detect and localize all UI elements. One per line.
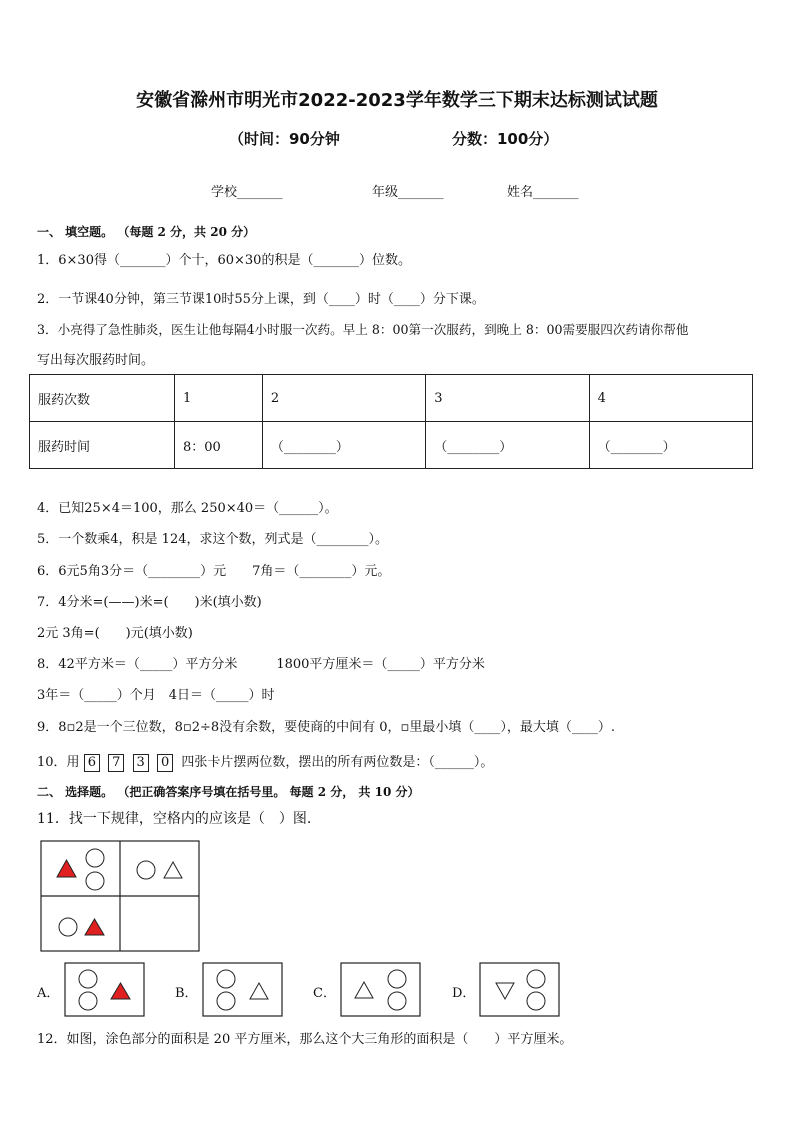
option-a-figure[interactable] (64, 962, 146, 1018)
circle-icon (86, 849, 104, 867)
question-12: 12．如图，涂色部分的面积是 20 平方厘米，那么这个大三角形的面积是（ ）平方厘米。 (37, 1032, 573, 1047)
option-c-figure[interactable] (340, 962, 422, 1018)
full-score: 分数：100分） (452, 130, 559, 148)
question-2: 2．一节课40分钟，第三节课10时55分上课，到（____）时（____）分下课。 (37, 292, 485, 307)
table-cell: 4 (589, 375, 752, 422)
table-cell: 3 (426, 375, 589, 422)
circle-icon (527, 992, 545, 1010)
question-8-line1: 8．42平方米＝（_____）平方分米 1800平方厘米＝（_____）平方分米 (37, 657, 485, 672)
table-cell: （________） (589, 422, 752, 469)
question-10-suffix: 四张卡片摆两位数，摆出的所有两位数是：（______）。 (181, 755, 494, 770)
red-triangle-icon (111, 983, 130, 999)
option-c-label[interactable]: C． (313, 986, 336, 1001)
circle-icon (79, 970, 97, 988)
option-border (480, 963, 559, 1016)
table-cell: 服药次数 (30, 375, 175, 422)
triangle-icon (250, 983, 268, 999)
option-border (203, 963, 282, 1016)
question-3-line2: 写出每次服药时间。 (37, 353, 155, 368)
circle-icon (137, 861, 155, 879)
time-limit: （时间：90分钟 (229, 130, 340, 148)
circle-icon (388, 992, 406, 1010)
circle-icon (86, 872, 104, 890)
question-3-line1: 3．小亮得了急性肺炎，医生让他每隔4小时服一次药。早上 8：00第一次服药，到晚上 8：00需要服四次药请你帮他 (37, 322, 689, 337)
option-b-figure[interactable] (202, 962, 284, 1018)
option-border (65, 963, 144, 1016)
circle-icon (388, 970, 406, 988)
red-triangle-icon (85, 919, 104, 935)
option-d-label[interactable]: D． (452, 986, 476, 1001)
section-fill-blank-title: 一、 填空题。 （每题 2 分，共 20 分） (37, 225, 256, 239)
question-7-line2: 2元 3角=( )元(填小数) (37, 626, 193, 641)
option-b-label[interactable]: B． (175, 986, 198, 1001)
option-border (341, 963, 420, 1016)
table-cell: 2 (262, 375, 425, 422)
digit-card: 7 (108, 754, 124, 772)
digit-card: 6 (84, 754, 100, 772)
digit-card: 0 (157, 754, 173, 772)
page-title: 安徽省滁州市明光市2022-2023学年数学三下期末达标测试试题 (136, 90, 658, 111)
circle-icon (79, 992, 97, 1010)
circle-icon (59, 918, 77, 936)
table-row (30, 375, 753, 422)
question-7-line1: 7．4分米=(——)米=( )米(填小数) (37, 595, 262, 610)
question-8-line2: 3年＝（_____）个月 4日＝（_____）时 (37, 688, 275, 703)
question-11: 11．找一下规律，空格内的应该是（ ）图. (37, 811, 312, 827)
table-cell: （________） (262, 422, 425, 469)
question-5: 5．一个数乘4，积是 124，求这个数，列式是（________）。 (37, 532, 388, 547)
circle-icon (217, 992, 235, 1010)
question-10 (37, 751, 493, 772)
inverted-triangle-icon (496, 983, 514, 999)
school-field: 学校_______ (211, 185, 283, 200)
question-10-prefix: 10．用 (37, 755, 80, 770)
question-9: 9．8▫2是一个三位数，8▫2÷8没有余数，要使商的中间有 0，▫里最小填（____），最大填（____）. (37, 720, 615, 735)
table-cell: （________） (426, 422, 589, 469)
table-cell: 8：00 (175, 422, 263, 469)
medicine-table (29, 374, 753, 469)
digit-card: 3 (133, 754, 149, 772)
question-1: 1．6×30得（_______）个十，60×30的积是（_______）位数。 (37, 253, 411, 268)
option-d-figure[interactable] (479, 962, 561, 1018)
circle-icon (527, 970, 545, 988)
option-a-label[interactable]: A． (37, 986, 60, 1001)
circle-icon (217, 970, 235, 988)
pattern-grid (40, 840, 202, 954)
red-triangle-icon (57, 860, 76, 877)
grade-field: 年级_______ (372, 185, 444, 200)
question-6: 6．6元5角3分＝（________）元 7角＝（________）元。 (37, 564, 391, 579)
table-cell: 1 (175, 375, 263, 422)
table-row (30, 422, 753, 469)
question-4: 4．已知25×4＝100，那么 250×40＝（______）。 (37, 501, 338, 516)
triangle-icon (164, 862, 182, 878)
name-field: 姓名_______ (507, 185, 579, 200)
table-cell: 服药时间 (30, 422, 175, 469)
triangle-icon (355, 982, 373, 998)
section-choice-title: 二、 选择题。 （把正确答案序号填在括号里。 每题 2 分， 共 10 分） (37, 785, 420, 799)
